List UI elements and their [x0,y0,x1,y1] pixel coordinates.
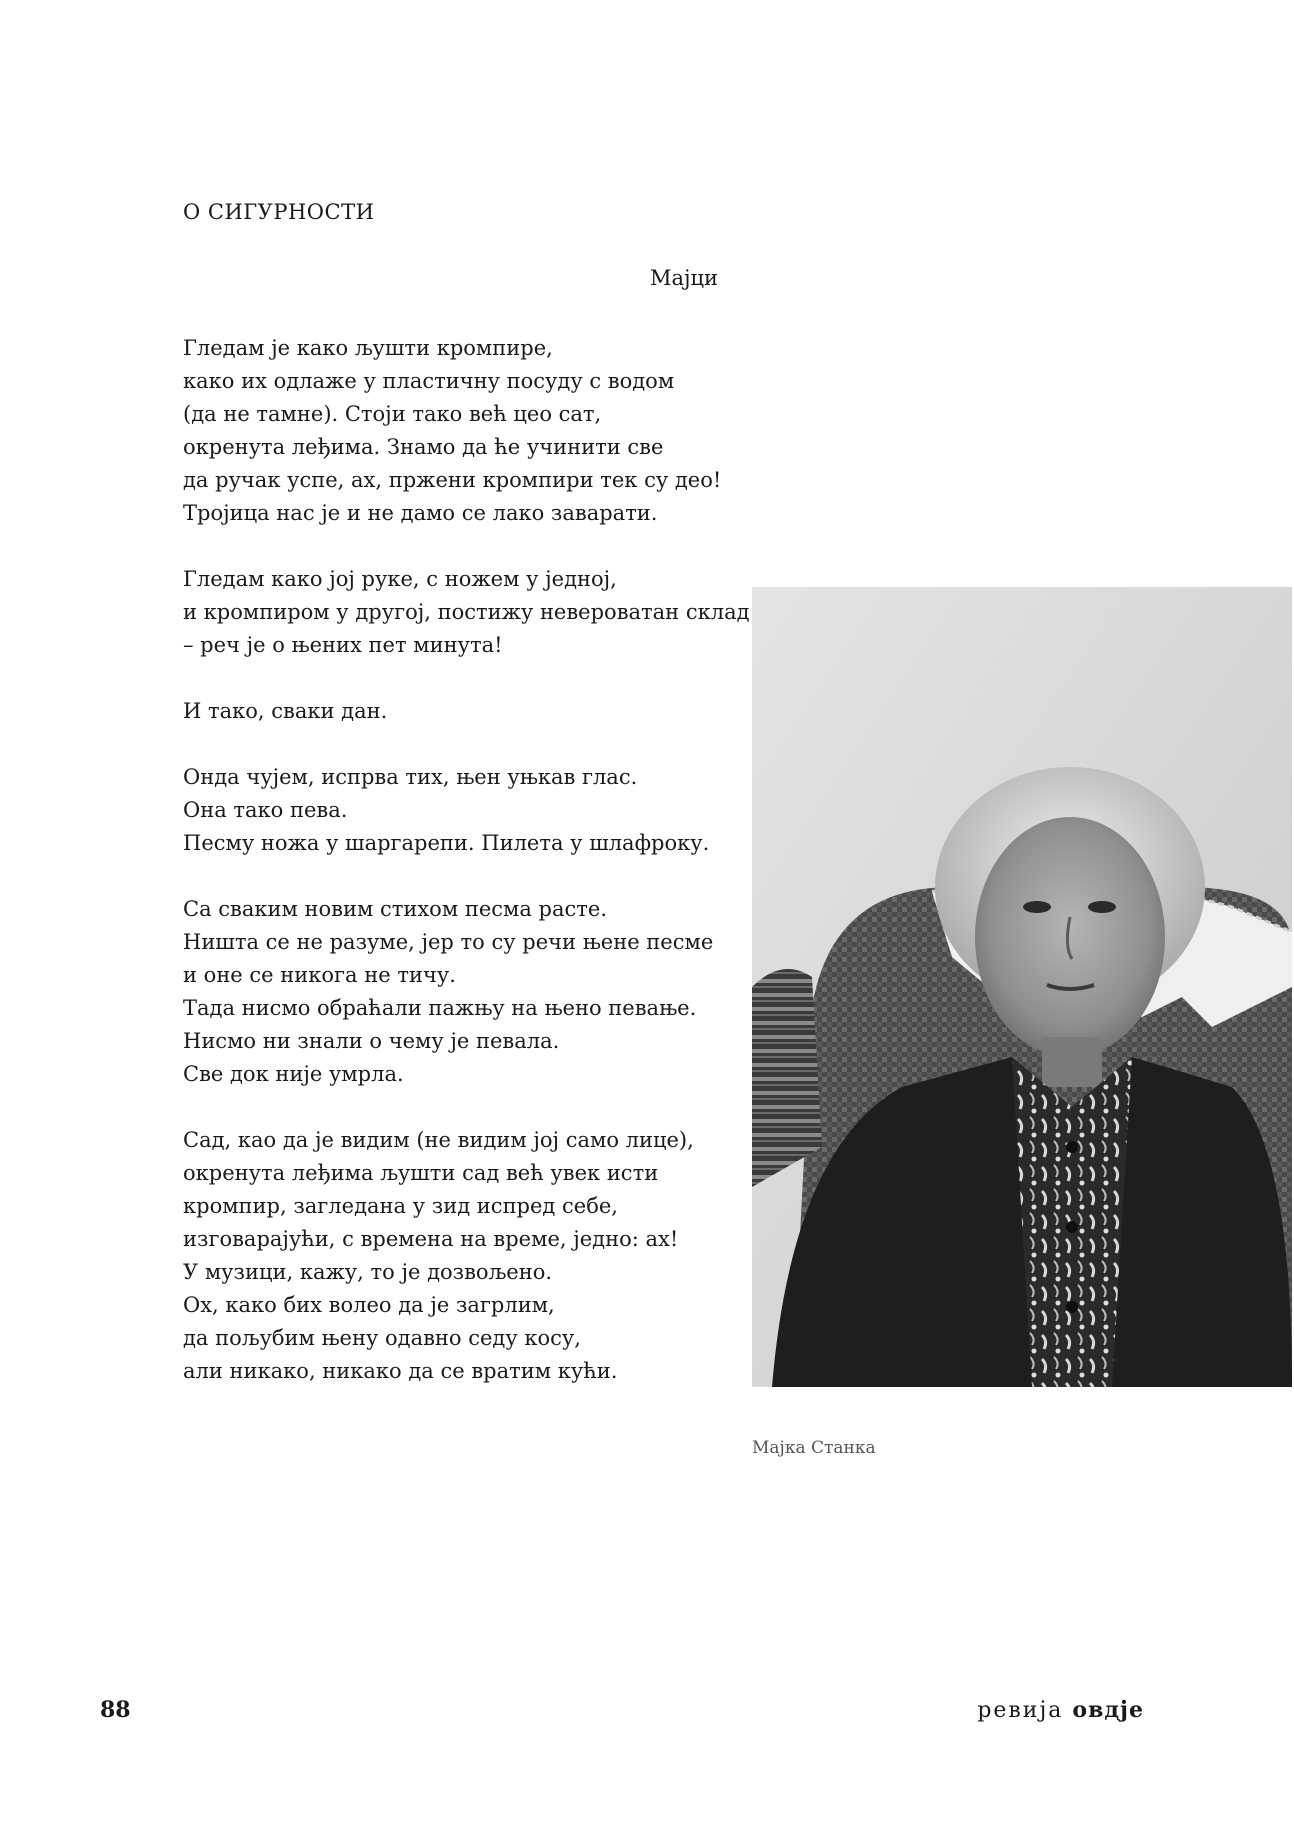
poem-line: окренута леђима љушти сад већ увек исти [183,1161,659,1185]
poem-line: (да не тамне). Стоји тако већ цео сат, [183,402,602,426]
poem-line: али никако, никако да се вратим кући. [183,1359,618,1383]
stanza-6 [183,1124,753,1388]
poem-line: како их одлаже у пластичну посуду с водом [183,369,675,393]
poem-line: Гледам је како љушти кромпире, [183,336,553,360]
magazine-name [977,1697,1144,1723]
poem-line: да ручак успе, ах, пржени кромпири тек су део! [183,468,722,492]
poem-line: Нисмо ни знали о чему је певала. [183,1029,560,1053]
poem-line: Ох, како бих волео да је загрлим, [183,1293,555,1317]
poem-dedication: Мајци [649,266,718,290]
poem-line: Она тако пева. [183,798,348,822]
poem-line: изговарајући, с времена на време, једно: ах! [183,1227,679,1251]
poem-line: Песму ножа у шаргарепи. Пилета у шлафроку. [183,831,710,855]
poem-line: окренута леђима. Знамо да ће учинити све [183,435,664,459]
stanza-5 [183,893,753,1091]
portrait-photo [752,587,1292,1387]
poem-line: Тројица нас је и не дамо се лако заварати. [183,501,658,525]
stanza-4 [183,761,753,860]
poem-line: Онда чујем, испрва тих, њен уњкав глас. [183,765,638,789]
poem-line: да пољубим њену одавно седу косу, [183,1326,581,1350]
poem-title: О СИГУРНОСТИ [183,200,375,224]
magazine-name-bold: овдје [1072,1697,1144,1723]
poem-body [183,332,753,1388]
poem-line: – реч је о њених пет минута! [183,633,503,657]
portrait-photo-image [752,587,1292,1387]
poem-line: кромпир, загледана у зид испред себе, [183,1194,618,1218]
poem-line: И тако, сваки дан. [183,699,388,723]
photo-caption: Мајка Станка [752,1438,876,1458]
poem-line: Сад, као да је видим (не видим јој само лице), [183,1128,694,1152]
poem-line: Тада нисмо обраћали пажњу на њено певање. [183,996,697,1020]
poem-line: У музици, кажу, то је дозвољено. [183,1260,553,1284]
poem-line: Ништа се не разуме, јер то су речи њене песме [183,930,714,954]
poem-line: и кромпиром у другој, постижу невероватан склад [183,600,750,624]
page-number: 88 [100,1697,131,1723]
poem-line: Гледам како јој руке, с ножем у једној, [183,567,617,591]
magazine-name-regular: ревија [977,1698,1064,1723]
stanza-2 [183,563,753,662]
stanza-3 [183,695,753,728]
stanza-1 [183,332,753,530]
poem-line: Са сваким новим стихом песма расте. [183,897,607,921]
poem-line: и оне се никога не тичу. [183,963,456,987]
poem-line: Све док није умрла. [183,1062,404,1086]
